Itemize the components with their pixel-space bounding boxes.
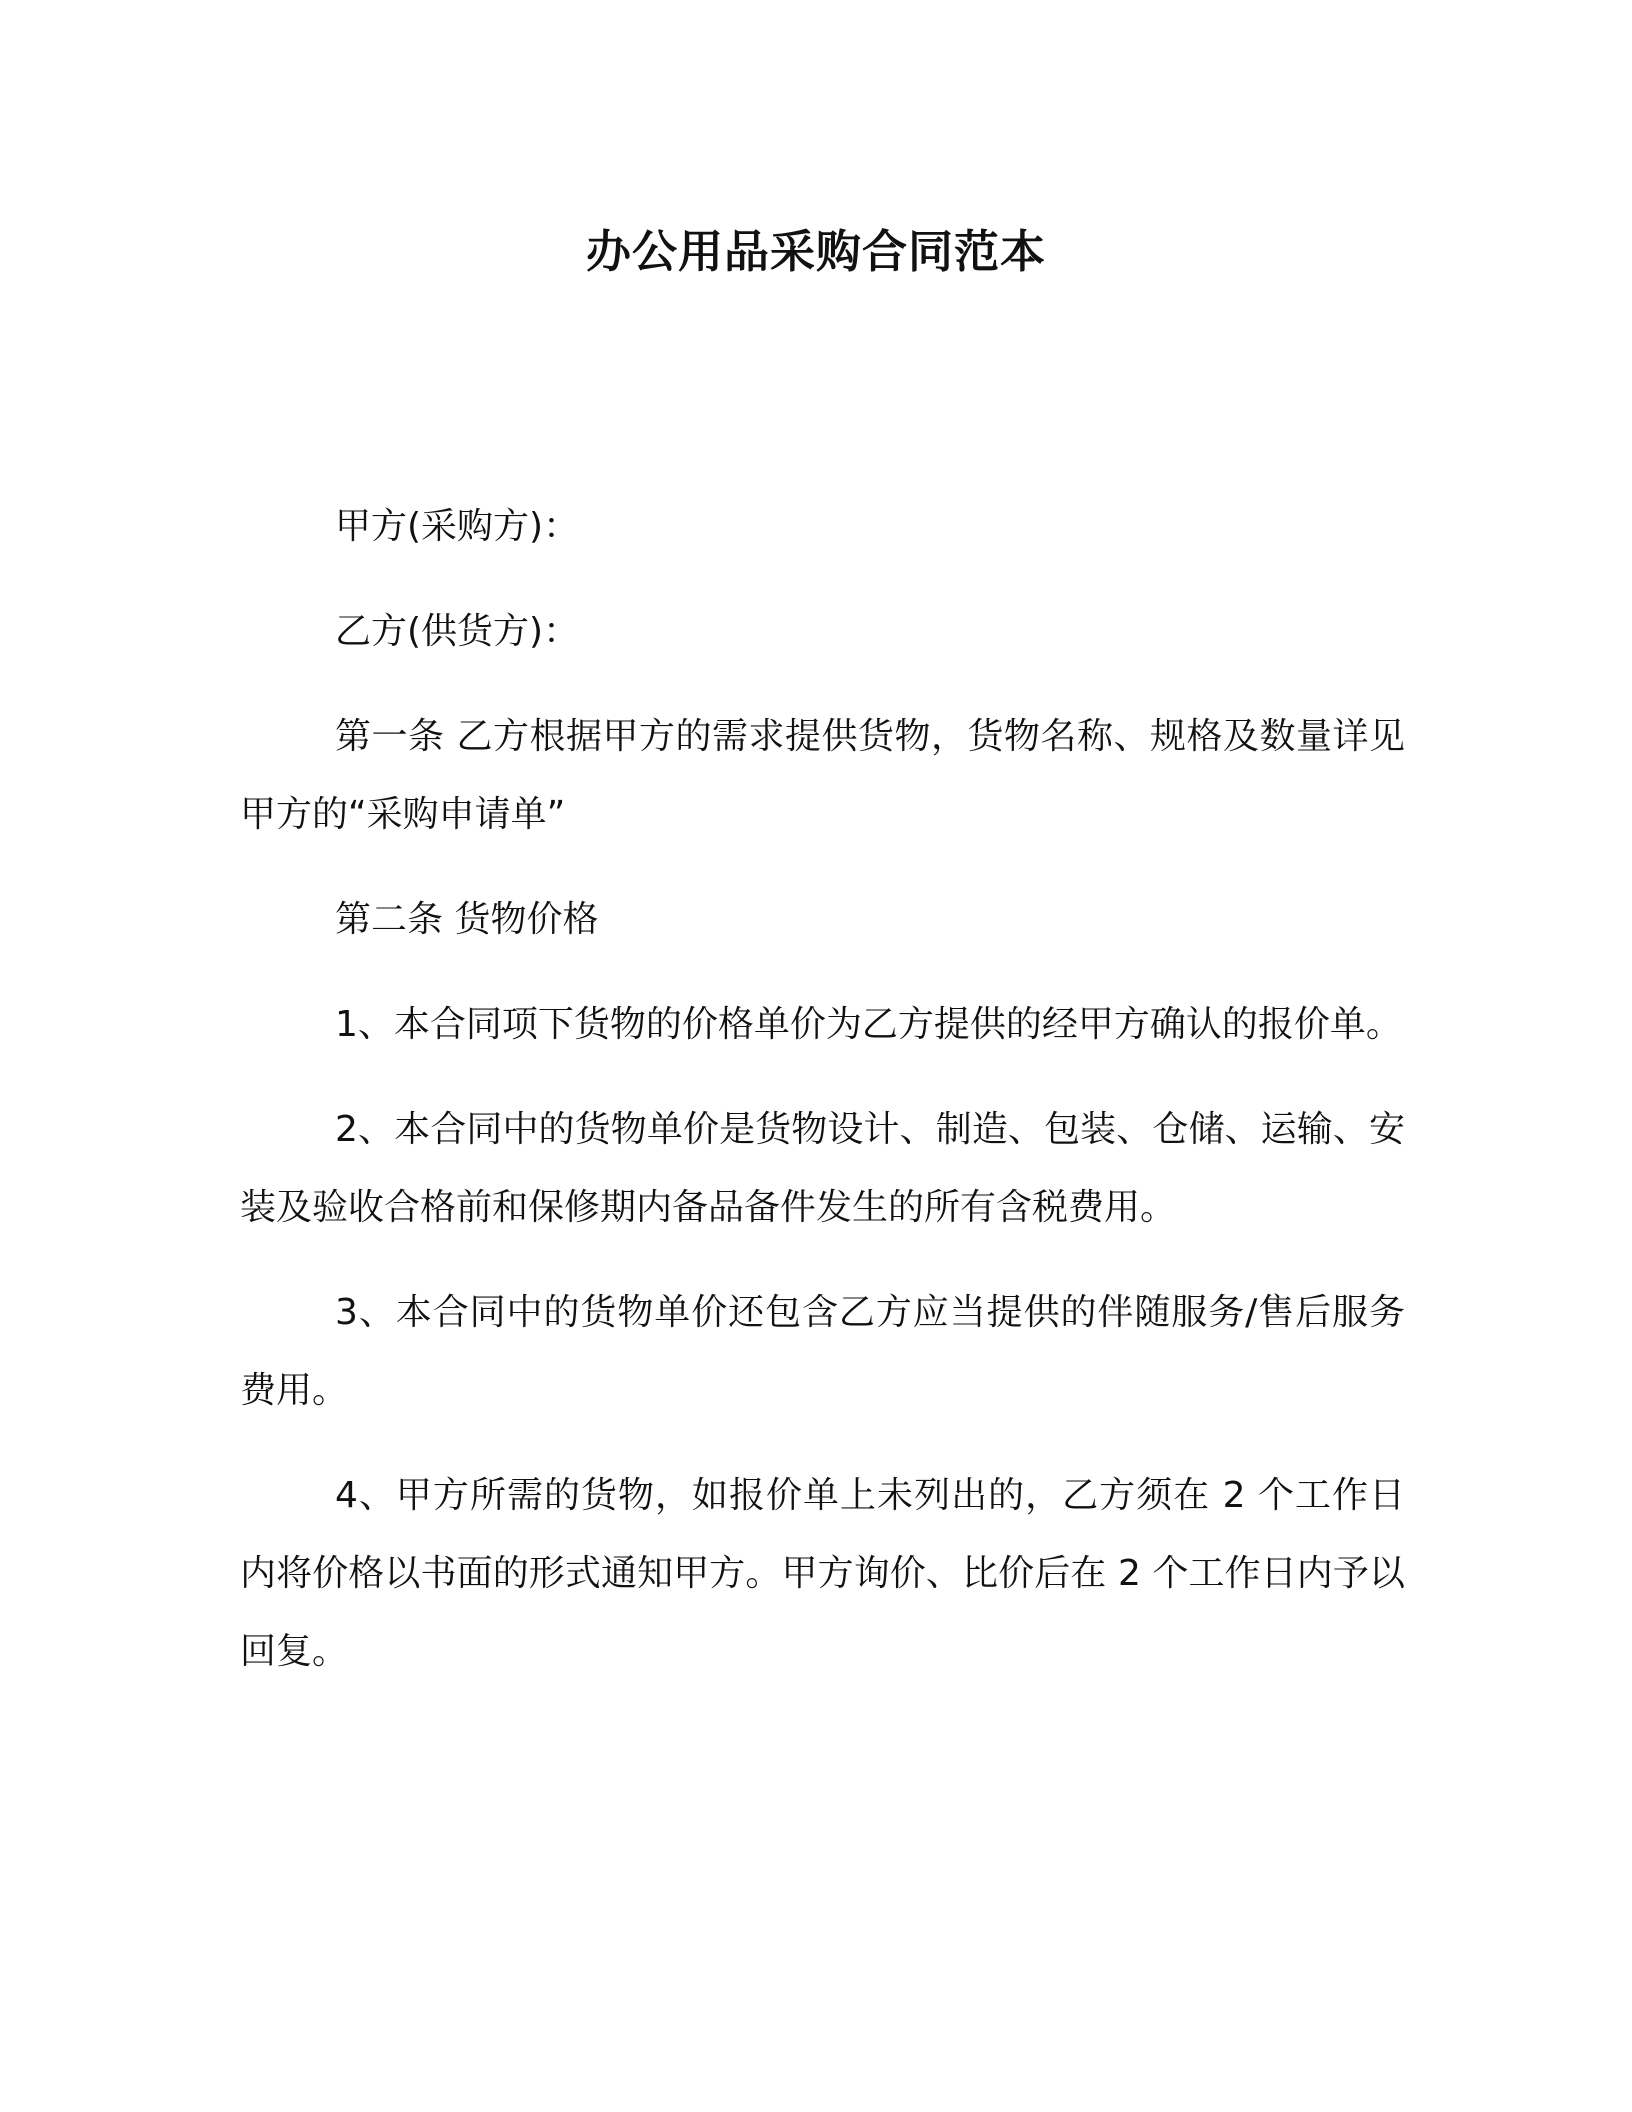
clause-4-paragraph: 4、甲方所需的货物，如报价单上未列出的，乙方须在 2 个工作日内将价格以书面的形式通知甲方。甲方询价、比价后在 2 个工作日内予以回复。 bbox=[240, 1475, 1405, 1672]
article-2-heading: 第二条 货物价格 bbox=[335, 899, 599, 940]
clause-1-paragraph: 1、本合同项下货物的价格单价为乙方提供的经甲方确认的报价单。 bbox=[335, 1004, 1402, 1045]
document-title: 办公用品采购合同范本 bbox=[585, 225, 1046, 278]
document-body bbox=[240, 488, 1405, 1718]
party-a-line: 甲方(采购方)： bbox=[335, 506, 580, 547]
clause-3-paragraph: 3、本合同中的货物单价还包含乙方应当提供的伴随服务/售后服务费用。 bbox=[240, 1292, 1405, 1411]
article-1-paragraph: 第一条 乙方根据甲方的需求提供货物，货物名称、规格及数量详见甲方的“采购申请单” bbox=[240, 716, 1405, 835]
party-b-line: 乙方(供货方)： bbox=[335, 611, 580, 652]
clause-2-paragraph: 2、本合同中的货物单价是货物设计、制造、包装、仓储、运输、安装及验收合格前和保修期内备品备件发生的所有含税费用。 bbox=[240, 1109, 1405, 1228]
